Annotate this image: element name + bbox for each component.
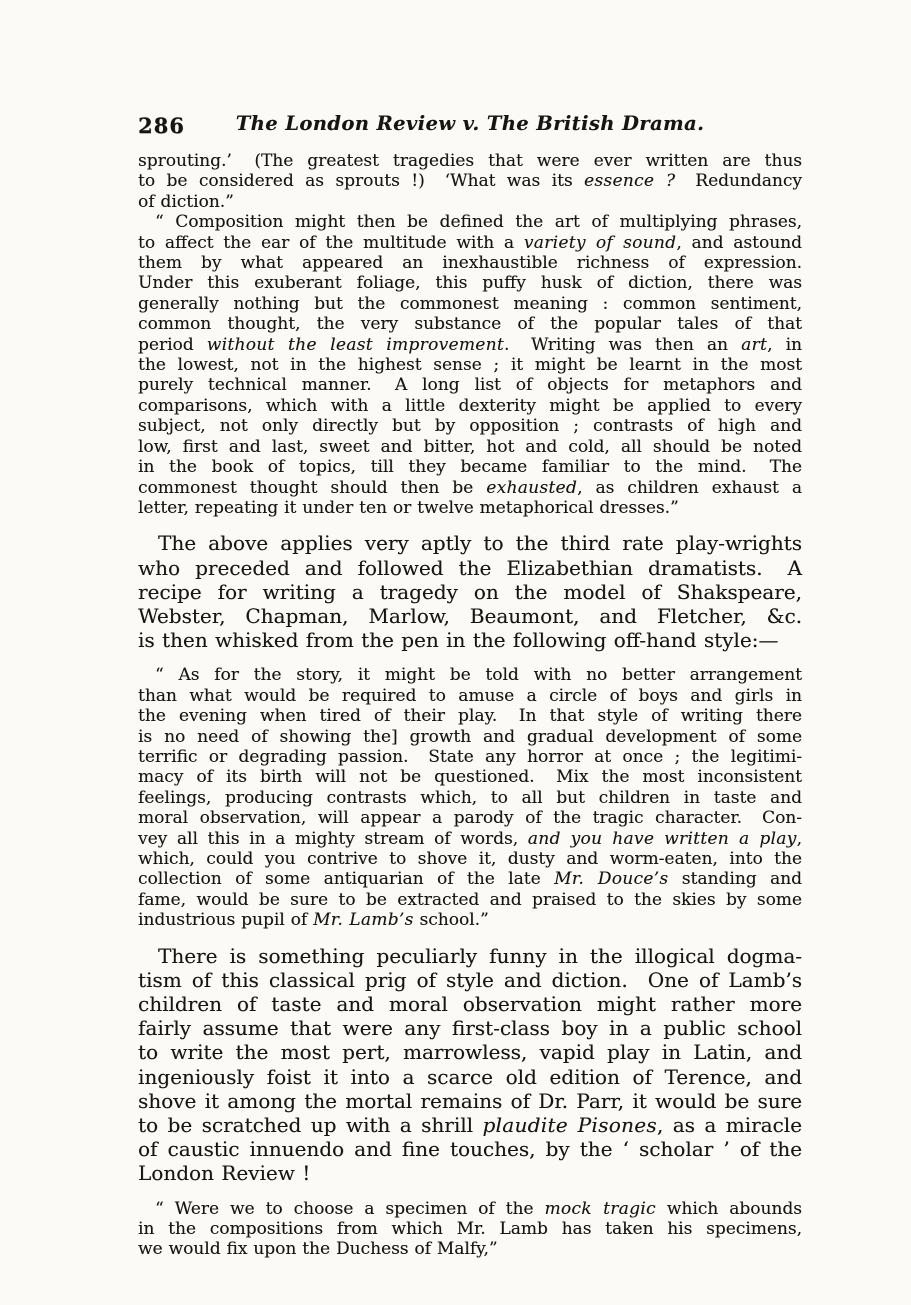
text-line: purely technical manner. A long list of objects for metaphors and — [138, 375, 802, 396]
text-line: the lowest, not in the highest sense ; it might be learnt in the most — [138, 355, 802, 376]
text-line: to be scratched up with a shrill plaudite Pisones, as a miracle — [138, 1113, 802, 1138]
paragraph-quote — [138, 665, 802, 930]
text-line: shove it among the mortal remains of Dr. Parr, it would be sure — [138, 1088, 802, 1113]
text-line: feelings, producing contrasts which, to all but children in taste and — [138, 787, 802, 808]
text-line: period without the least improvement. Writing was then an art, in — [138, 334, 802, 355]
text-line: sprouting.’ (The greatest tragedies that were ever written are thus — [138, 151, 802, 171]
text-line: fairly assume that were any first-class boy in a public school — [138, 1016, 802, 1041]
text-line: in the compositions from which Mr. Lamb has taken his specimens, — [138, 1219, 802, 1240]
text-line: “ As for the story, it might be told with no better arrangement — [155, 665, 802, 686]
text-line: the evening when tired of their play. In that style of writing there — [138, 706, 802, 727]
text-line: ingeniously foist it into a scarce old edition of Terence, and — [138, 1064, 802, 1089]
text-line: common thought, the very substance of the popular tales of that — [138, 314, 802, 335]
text-line: of caustic innuendo and fine touches, by the ‘ scholar ’ of the — [138, 1137, 802, 1162]
text-line: which, could you contrive to shove it, dusty and worm-eaten, into the — [138, 848, 802, 869]
text-line: tism of this classical prig of style and diction. One of Lamb’s — [138, 967, 802, 992]
text-line: generally nothing but the commonest meaning : common sentiment, — [138, 293, 802, 314]
text-line: moral observation, will appear a parody of the tragic character. Con- — [138, 808, 802, 829]
running-head — [138, 112, 802, 139]
text-line: comparisons, which with a little dexterity might be applied to every — [138, 395, 802, 416]
text-line: letter, repeating it under ten or twelve metaphorical dresses.” — [138, 497, 679, 518]
text-line: to affect the ear of the multitude with a variety of sound, and astound — [138, 232, 802, 253]
paragraph-quote — [138, 212, 802, 518]
text-line: commonest thought should then be exhausted, as children exhaust a — [138, 477, 802, 498]
paragraph-quote — [138, 151, 802, 212]
text-line: vey all this in a mighty stream of words, and you have written a play, — [138, 828, 802, 849]
text-line: “ Were we to choose a specimen of the mock tragic which abounds — [155, 1198, 802, 1219]
text-line: collection of some antiquarian of the late Mr. Douce’s standing and — [138, 869, 802, 890]
text-line: industrious pupil of Mr. Lamb’s school.” — [138, 910, 489, 931]
paragraph-body — [138, 531, 802, 652]
text-line: is no need of showing the] growth and gradual development of some — [138, 726, 802, 747]
text-line: Webster, Chapman, Marlow, Beaumont, and Fletcher, &c. — [138, 603, 802, 628]
text-line: than what would be required to amuse a circle of boys and girls in — [138, 685, 802, 706]
text-line: recipe for writing a tragedy on the model of Shakspeare, — [138, 579, 802, 604]
text-line: Under this exuberant foliage, this puffy husk of diction, there was — [138, 273, 802, 294]
text-line: low, first and last, sweet and bitter, hot and cold, all should be noted — [138, 436, 802, 457]
text-line: children of taste and moral observation might rather more — [138, 992, 802, 1017]
text-line: “ Composition might then be defined the art of multiplying phrases, — [155, 212, 802, 233]
text-line: subject, not only directly but by opposition ; contrasts of high and — [138, 416, 802, 437]
text-line: to write the most pert, marrowless, vapid play in Latin, and — [138, 1040, 802, 1065]
page-body — [138, 151, 802, 1260]
paragraph-body — [138, 944, 802, 1186]
paragraph-quote — [138, 1199, 802, 1260]
text-line: fame, would be sure to be extracted and praised to the skies by some — [138, 889, 802, 910]
text-line: of diction.” — [138, 191, 234, 212]
text-line: who preceded and followed the Elizabethian dramatists. A — [138, 555, 802, 580]
text-line: them by what appeared an inexhaustible richness of expression. — [138, 253, 802, 274]
text-line: The above applies very aptly to the third rate play-wrights — [158, 531, 802, 556]
text-line: London Review ! — [138, 1161, 311, 1186]
text-line: to be considered as sprouts !) ‘What was its essence ? Redundancy — [138, 171, 802, 192]
text-line: macy of its birth will not be questioned. Mix the most inconsistent — [138, 767, 802, 788]
text-line: is then whisked from the pen in the following off-hand style:— — [138, 628, 779, 653]
text-line: terrific or degrading passion. State any horror at once ; the legitimi- — [138, 746, 802, 767]
page-number: 286 — [138, 113, 185, 138]
running-title: The London Review v. The British Drama. — [235, 112, 705, 135]
text-column — [138, 112, 802, 1260]
text-line: in the book of topics, till they became familiar to the mind. The — [138, 457, 802, 478]
text-line: There is something peculiarly funny in the illogical dogma- — [158, 943, 802, 968]
text-line: we would fix upon the Duchess of Malfy,” — [138, 1239, 498, 1260]
